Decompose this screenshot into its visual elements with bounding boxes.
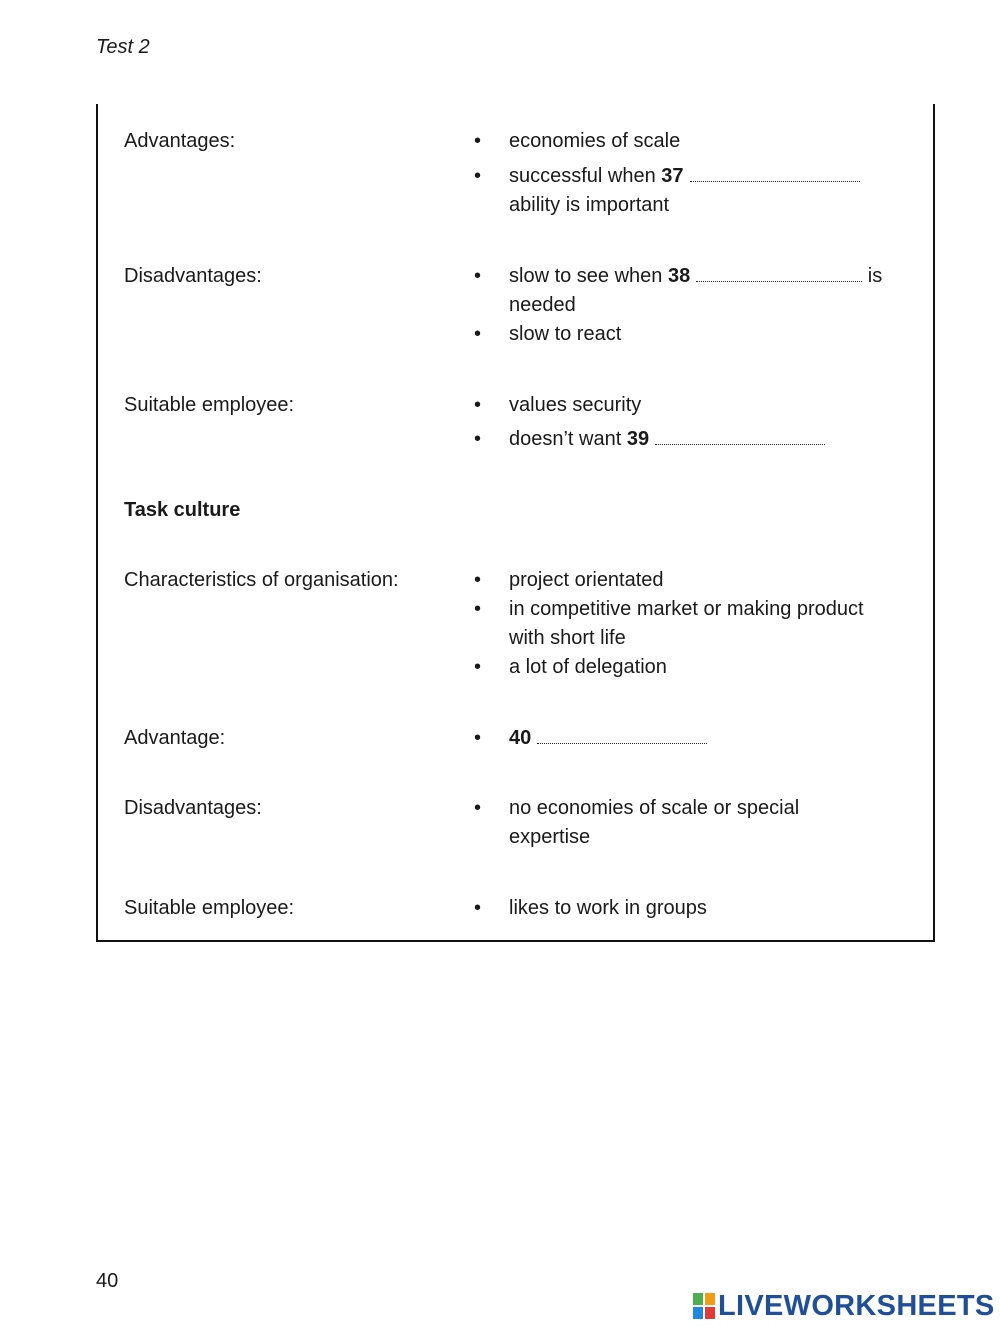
list-item: no economies of scale or special — [509, 797, 800, 819]
list-item: project orientated — [509, 569, 664, 591]
item-text-after: is — [862, 265, 883, 287]
answer-blank-39[interactable] — [655, 430, 825, 445]
advantage-label: Advantage: — [124, 727, 226, 749]
page-header-title: Test 2 — [96, 36, 150, 58]
item-text: successful when — [509, 165, 662, 187]
task-disadvantages-label: Disadvantages: — [124, 797, 262, 819]
list-item-continuation: with short life — [509, 627, 626, 649]
question-number-38: 38 — [667, 265, 691, 287]
liveworksheets-logo-icon — [693, 1293, 715, 1319]
list-item-gap-39 — [509, 425, 909, 454]
bullet: • — [474, 165, 482, 187]
bullet: • — [474, 569, 482, 591]
list-item-continuation: needed — [509, 294, 576, 316]
list-item-gap-40 — [509, 724, 909, 753]
page-number: 40 — [96, 1270, 119, 1292]
bullet: • — [474, 323, 482, 345]
answer-blank-40[interactable] — [537, 729, 707, 744]
answer-blank-38[interactable] — [696, 267, 862, 282]
bullet: • — [474, 598, 482, 620]
list-item-continuation: expertise — [509, 826, 591, 848]
disadvantages-label: Disadvantages: — [124, 265, 262, 287]
bullet: • — [474, 727, 482, 749]
list-item-gap-37 — [509, 162, 909, 191]
characteristics-label: Characteristics of organisation: — [124, 569, 399, 591]
list-item: economies of scale — [509, 130, 681, 152]
bullet: • — [474, 394, 482, 416]
question-number-40: 40 — [509, 727, 532, 749]
list-item: slow to react — [509, 323, 622, 345]
question-number-39: 39 — [626, 428, 650, 450]
item-text: doesn’t want — [509, 428, 627, 450]
list-item-continuation: ability is important — [509, 194, 670, 216]
list-item: a lot of delegation — [509, 656, 667, 678]
suitable-employee-label: Suitable employee: — [124, 394, 295, 416]
list-item: likes to work in groups — [509, 897, 707, 919]
list-item: values security — [509, 394, 642, 416]
question-number-37: 37 — [661, 165, 684, 187]
bullet: • — [474, 428, 482, 450]
bullet: • — [474, 656, 482, 678]
list-item: in competitive market or making product — [509, 598, 864, 620]
advantages-label: Advantages: — [124, 130, 236, 152]
bullet: • — [474, 265, 482, 287]
bullet: • — [474, 797, 482, 819]
liveworksheets-brand[interactable] — [693, 1289, 995, 1323]
list-item-gap-38 — [509, 262, 909, 291]
brand-text: LIVEWORKSHEETS — [718, 1289, 995, 1322]
answer-blank-37[interactable] — [690, 167, 860, 182]
item-text: slow to see when — [509, 265, 668, 287]
task-suitable-employee-label: Suitable employee: — [124, 897, 295, 919]
task-culture-heading: Task culture — [124, 499, 241, 521]
bullet: • — [474, 130, 482, 152]
bullet: • — [474, 897, 482, 919]
